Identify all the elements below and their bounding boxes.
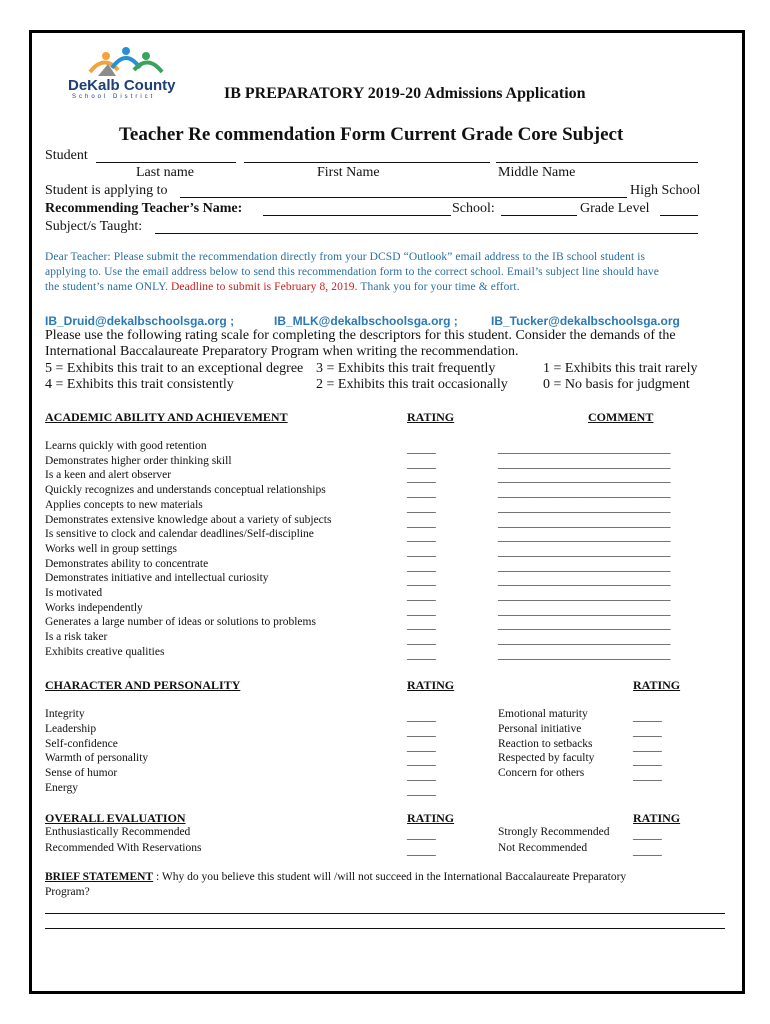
academic-rating-field[interactable]: _____ <box>407 560 436 573</box>
academic-item-label: Is motivated <box>45 587 103 599</box>
character-rating-field-right[interactable]: _____ <box>633 770 662 783</box>
academic-rating-field[interactable]: _____ <box>407 487 436 500</box>
academic-item-label: Generates a large number of ideas or solutions to problems <box>45 616 316 629</box>
academic-item-label: Works independently <box>45 601 143 614</box>
academic-comment-field[interactable]: ______________________________ <box>498 516 671 529</box>
scale-5: 5 = Exhibits this trait to an exceptional degree <box>45 361 304 376</box>
academic-comment-field[interactable]: ______________________________ <box>498 501 671 514</box>
academic-comment-field[interactable]: ______________________________ <box>498 443 671 455</box>
academic-comment-field[interactable]: ______________________________ <box>498 487 671 500</box>
academic-item-label: Demonstrates higher order thinking skill <box>45 454 232 467</box>
academic-comment-field[interactable]: ______________________________ <box>498 531 671 544</box>
character-rating-field[interactable]: _____ <box>407 755 436 768</box>
brief-statement-label: BRIEF STATEMENT <box>45 871 154 883</box>
character-item-label: Self-confidence <box>45 737 118 750</box>
character-item-label-right: Emotional maturity <box>498 708 588 720</box>
overall-rating-field-right[interactable]: _____ <box>633 829 662 841</box>
overall-option-label-right: Not Recommended <box>498 841 588 854</box>
character-rating-field[interactable]: _____ <box>407 711 436 723</box>
academic-rating-field[interactable]: _____ <box>407 501 436 514</box>
thank-you-text: Thank you for your time & effort. <box>357 281 520 293</box>
academic-item-label: Exhibits creative qualities <box>45 645 165 658</box>
academic-item-label: Quickly recognizes and understands conceptual relationships <box>45 484 326 497</box>
academic-item-label: Is sensitive to clock and calendar deadlines/Self-discipline <box>45 528 314 541</box>
first-name-label: First Name <box>317 165 380 180</box>
last-name-label: Last name <box>136 165 194 180</box>
character-rating-field-right[interactable]: _____ <box>633 740 662 753</box>
school-label: School: <box>452 201 495 216</box>
overall-rating-field[interactable]: _____ <box>407 844 436 857</box>
overall-rating-heading-2: RATING <box>633 811 681 825</box>
email-mlk[interactable]: IB_MLK@dekalbschoolsga.org ; <box>274 314 458 328</box>
academic-rating-field[interactable]: _____ <box>407 457 436 470</box>
academic-item-label: Is a keen and alert observer <box>45 469 172 482</box>
academic-comment-field[interactable]: ______________________________ <box>498 575 671 588</box>
academic-item-label: Demonstrates extensive knowledge about a variety of subjects <box>45 513 332 526</box>
scale-intro-1: Please use the following rating scale for completing the descriptors for this student. Consider the demands of the <box>45 328 676 343</box>
character-rating-field[interactable]: _____ <box>407 740 436 753</box>
character-rating-field-right[interactable]: _____ <box>633 755 662 768</box>
character-rating-field[interactable]: _____ <box>407 725 436 738</box>
teacher-name-label: Recommending Teacher’s Name: <box>45 201 243 216</box>
academic-comment-field[interactable]: ______________________________ <box>498 634 671 647</box>
academic-comment-field[interactable]: ______________________________ <box>498 604 671 617</box>
academic-rating-field[interactable]: _____ <box>407 516 436 529</box>
middle-name-field[interactable] <box>496 162 698 163</box>
overall-heading: OVERALL EVALUATION <box>45 811 186 825</box>
academic-rating-field[interactable]: _____ <box>407 575 436 588</box>
academic-comment-field[interactable]: ______________________________ <box>498 619 671 632</box>
overall-rating-field-right[interactable]: _____ <box>633 844 662 857</box>
instructions-line-3 <box>45 281 520 293</box>
scale-4: 4 = Exhibits this trait consistently <box>45 377 234 392</box>
form-subtitle: Teacher Re commendation Form Current Grade Core Subject <box>119 124 624 145</box>
academic-rating-field[interactable]: _____ <box>407 634 436 647</box>
subjects-label: Subject/s Taught: <box>45 219 143 234</box>
academic-item-label: Demonstrates ability to concentrate <box>45 557 209 570</box>
deadline-text: Deadline to submit is February 8, 2019. <box>171 281 358 293</box>
academic-heading: ACADEMIC ABILITY AND ACHIEVEMENT <box>45 410 288 424</box>
character-rating-heading: RATING <box>407 678 455 692</box>
character-item-label: Sense of humor <box>45 767 118 780</box>
brief-statement-line-2[interactable] <box>45 928 725 929</box>
overall-option-label: Enthusiastically Recommended <box>45 826 191 838</box>
form-title: IB PREPARATORY 2019-20 Admissions Application <box>224 85 586 102</box>
brief-statement-line-1[interactable] <box>45 913 725 914</box>
character-item-label: Integrity <box>45 708 85 720</box>
middle-name-label: Middle Name <box>498 165 576 180</box>
character-item-label-right: Concern for others <box>498 767 585 780</box>
instructions-line-1: Dear Teacher: Please submit the recommendation directly from your DCSD “Outlook” email address to the IB school student is <box>45 251 646 263</box>
academic-comment-field[interactable]: ______________________________ <box>498 648 671 661</box>
academic-item-label: Applies concepts to new materials <box>45 498 203 511</box>
character-item-label-right: Respected by faculty <box>498 752 595 765</box>
character-item-label-right: Personal initiative <box>498 722 582 735</box>
character-rating-field-right[interactable]: _____ <box>633 711 662 723</box>
grade-level-field[interactable] <box>660 215 698 216</box>
academic-rating-field[interactable]: _____ <box>407 472 436 485</box>
character-item-label: Energy <box>45 782 79 794</box>
character-item-label: Leadership <box>45 722 97 735</box>
academic-rating-field[interactable]: _____ <box>407 619 436 632</box>
last-name-field[interactable] <box>96 162 236 163</box>
character-rating-heading-2: RATING <box>633 678 681 692</box>
academic-rating-field[interactable]: _____ <box>407 443 436 455</box>
email-tucker[interactable]: IB_Tucker@dekalbschoolsga.org <box>491 314 680 328</box>
academic-rating-field[interactable]: _____ <box>407 531 436 544</box>
applying-label: Student is applying to <box>45 183 168 198</box>
brief-statement-question <box>45 871 626 883</box>
academic-comment-heading: COMMENT <box>588 410 654 424</box>
character-item-label-right: Reaction to setbacks <box>498 737 593 750</box>
svg-text:DeKalb County: DeKalb County <box>68 77 176 94</box>
teacher-name-field[interactable] <box>263 215 451 216</box>
scale-0: 0 = No basis for judgment <box>543 377 690 392</box>
academic-comment-field[interactable]: ______________________________ <box>498 472 671 485</box>
character-rating-field[interactable]: _____ <box>407 770 436 783</box>
character-rating-field[interactable]: _____ <box>407 785 436 797</box>
academic-rating-field[interactable]: _____ <box>407 545 436 558</box>
applying-school-field[interactable] <box>180 197 627 198</box>
academic-item-label: Demonstrates initiative and intellectual curiosity <box>45 572 269 585</box>
character-item-label: Warmth of personality <box>45 752 149 765</box>
academic-item-label: Learns quickly with good retention <box>45 440 207 452</box>
character-heading: CHARACTER AND PERSONALITY <box>45 678 241 692</box>
academic-comment-field[interactable]: ______________________________ <box>498 457 671 470</box>
overall-rating-field[interactable]: _____ <box>407 829 436 841</box>
instructions-line-2: applying to. Use the email address below to send this recommendation form to the correct school. Email’s subject line should have <box>45 266 659 278</box>
instructions-student-name-note: the student’s name ONLY. <box>45 281 172 293</box>
academic-comment-field[interactable]: ______________________________ <box>498 560 671 573</box>
grade-level-label: Grade Level <box>580 201 650 216</box>
scale-3: 3 = Exhibits this trait frequently <box>316 361 496 376</box>
character-rating-field-right[interactable]: _____ <box>633 725 662 738</box>
academic-rating-field[interactable]: _____ <box>407 590 436 602</box>
academic-comment-field[interactable]: ______________________________ <box>498 590 671 602</box>
brief-statement-text-2: Program? <box>45 886 90 898</box>
student-label: Student <box>45 148 88 163</box>
dekalb-county-logo <box>68 46 193 98</box>
svg-text:School District: School District <box>72 94 156 98</box>
academic-rating-field[interactable]: _____ <box>407 604 436 617</box>
academic-rating-heading: RATING <box>407 410 455 424</box>
scale-intro-2: International Baccalaureate Preparatory Program when writing the recommendation. <box>45 344 519 359</box>
overall-option-label-right: Strongly Recommended <box>498 826 610 838</box>
first-name-field[interactable] <box>244 162 490 163</box>
subjects-field[interactable] <box>155 233 698 234</box>
overall-rating-heading: RATING <box>407 811 455 825</box>
email-druid[interactable]: IB_Druid@dekalbschoolsga.org ; <box>45 314 235 328</box>
overall-option-label: Recommended With Reservations <box>45 841 202 854</box>
academic-item-label: Is a risk taker <box>45 631 108 644</box>
academic-comment-field[interactable]: ______________________________ <box>498 545 671 558</box>
scale-2: 2 = Exhibits this trait occasionally <box>316 377 508 392</box>
brief-statement-text: : Why do you believe this student will /will not succeed in the International Baccalaureate Preparatory <box>153 871 627 883</box>
academic-item-label: Works well in group settings <box>45 542 177 555</box>
high-school-label: High School <box>630 183 701 198</box>
scale-1: 1 = Exhibits this trait rarely <box>543 361 698 376</box>
school-field[interactable] <box>501 215 577 216</box>
academic-rating-field[interactable]: _____ <box>407 648 436 661</box>
